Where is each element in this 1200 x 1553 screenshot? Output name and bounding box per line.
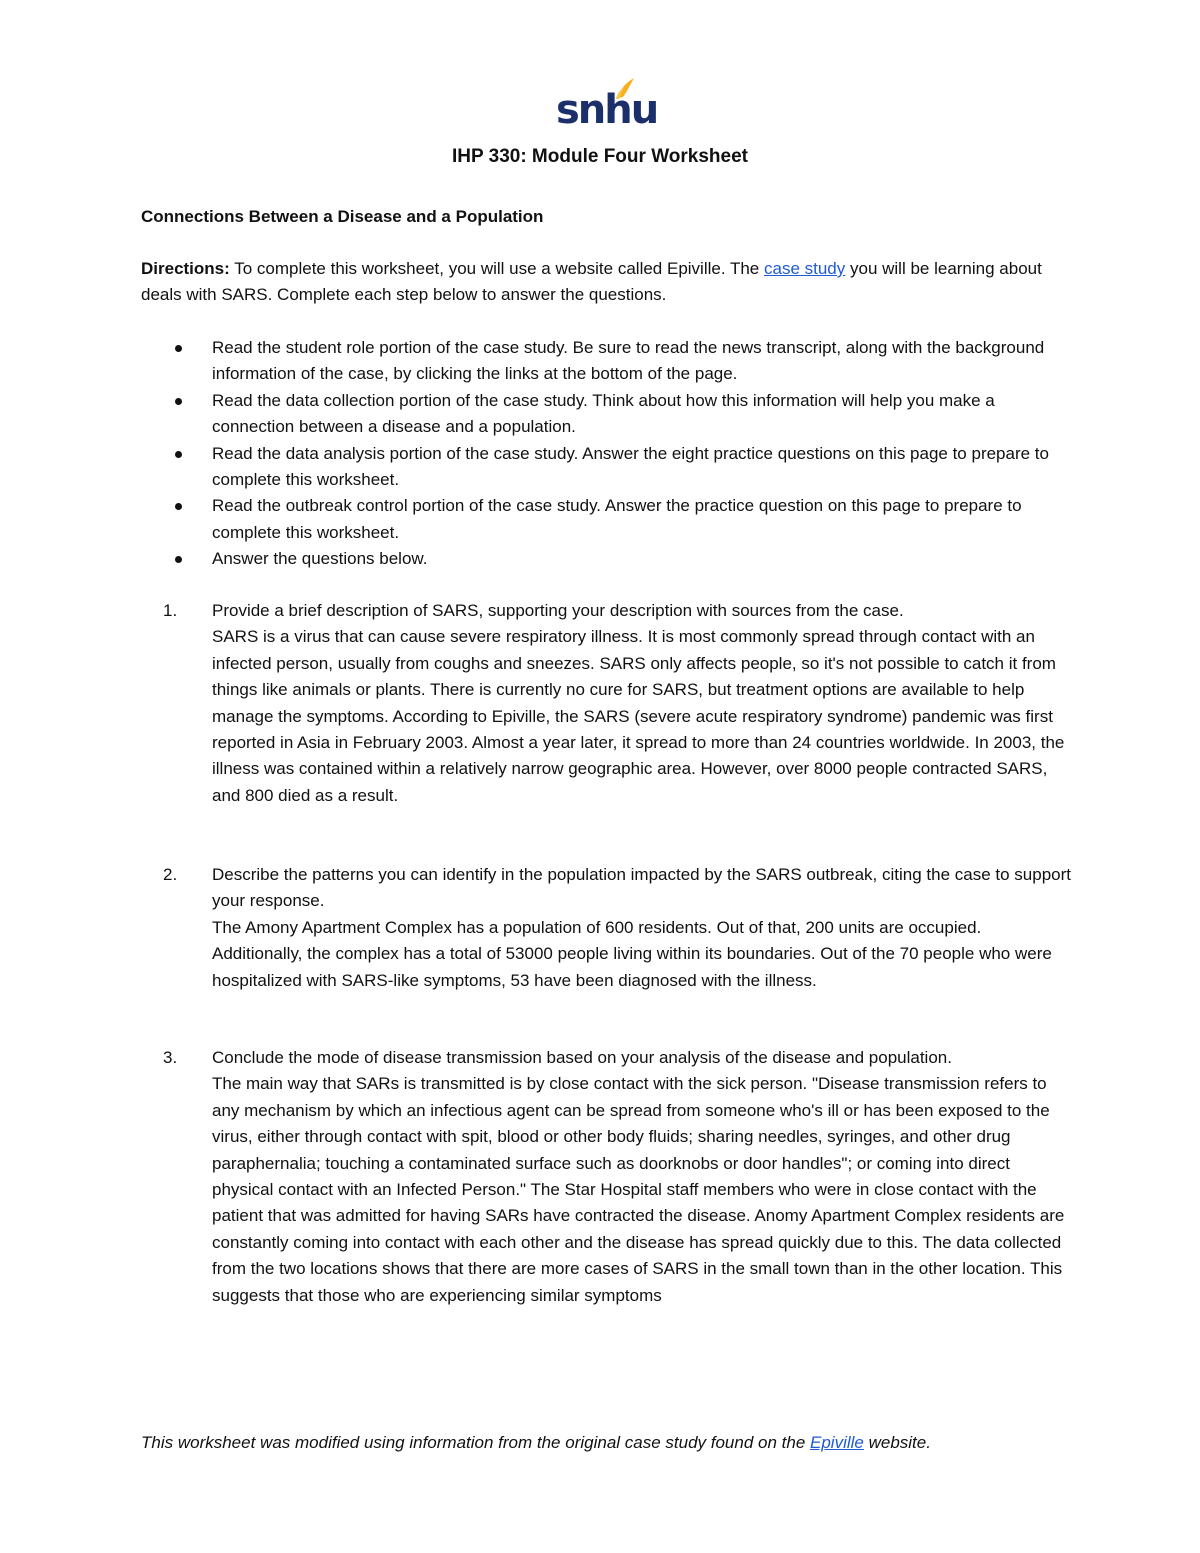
epiville-link[interactable]: Epiville: [810, 1433, 864, 1452]
question-answer: The Amony Apartment Complex has a population of 600 residents. Out of that, 200 units are occupied. Additionally, the complex has a total of 53000 people living within its boundaries. Out of the 70 people who were hospitalized with SARS-like symptoms, 53 have been diagnosed with the illness.: [212, 917, 1052, 990]
bullet-icon: [175, 503, 182, 510]
bullet-icon: [175, 451, 182, 458]
footer-note: [141, 1430, 1041, 1456]
footer-text-2: website.: [863, 1433, 931, 1452]
case-study-link[interactable]: case study: [764, 259, 846, 278]
question-prompt: Conclude the mode of disease transmission based on your analysis of the disease and population.: [212, 1048, 952, 1067]
bullet-icon: [175, 556, 182, 563]
instruction-list: [141, 335, 1071, 573]
list-item: Read the outbreak control portion of the case study. Answer the practice question on this page to prepare to complete this worksheet.: [141, 493, 1071, 546]
question-number: 3.: [163, 1048, 178, 1067]
question-1: [141, 598, 1071, 809]
page-title: IHP 330: Module Four Worksheet: [452, 146, 748, 167]
question-prompt: Describe the patterns you can identify in the population impacted by the SARS outbreak, citing the case to support your response.: [212, 865, 1072, 911]
list-item: Read the data analysis portion of the case study. Answer the eight practice questions on this page to prepare to complete this worksheet.: [141, 441, 1071, 494]
snhu-logo: [556, 76, 658, 133]
bullet-icon: [175, 345, 182, 352]
bullet-icon: [175, 398, 182, 405]
directions-text-2: you will be learning about deals with SARS. Complete each step below to answer the questions.: [141, 259, 1042, 305]
question-prompt: Provide a brief description of SARS, supporting your description with sources from the case.: [212, 601, 904, 620]
logo-wordmark: snhu: [556, 87, 658, 133]
directions-label: Directions:: [141, 259, 230, 278]
directions-text-1: To complete this worksheet, you will use a website called Epiville. The: [229, 259, 764, 278]
directions-paragraph: [141, 256, 1071, 309]
list-item: Read the data collection portion of the case study. Think about how this information will help you make a connection between a disease and a population.: [141, 388, 1071, 441]
question-number: 1.: [163, 601, 178, 620]
section-subtitle: Connections Between a Disease and a Population: [141, 207, 544, 226]
question-3: [141, 1045, 1071, 1309]
question-answer: SARS is a virus that can cause severe respiratory illness. It is most commonly spread through contact with an infected person, usually from coughs and sneezes. SARS only affects people, so it's not possible to catch it from things like animals or plants. There is currently no cure for SARS, but treatment options are available to help manage the symptoms. According to Epiville, the SARS (severe acute respiratory syndrome) pandemic was first reported in Asia in February 2003. Almost a year later, it spread to more than 24 countries worldwide. In 2003, the illness was contained within a relatively narrow geographic area. However, over 8000 people contracted SARS, and 800 died as a result.: [212, 627, 1065, 805]
footer-text-1: This worksheet was modified using information from the original case study found on the: [141, 1433, 811, 1452]
question-number: 2.: [163, 865, 178, 884]
list-item: Answer the questions below.: [141, 546, 1071, 572]
list-item: Read the student role portion of the case study. Be sure to read the news transcript, along with the background information of the case, by clicking the links at the bottom of the page.: [141, 335, 1071, 388]
question-answer: The main way that SARs is transmitted is by close contact with the sick person. "Disease transmission refers to any mechanism by which an infectious agent can be spread from someone who's ill or has been exposed to the virus, either through contact with spit, blood or other body fluids; sharing needles, syringes, and other drug paraphernalia; touching a contaminated surface such as doorknobs or door handles"; or coming into direct physical contact with an Infected Person." The Star Hospital staff members who were in close contact with the patient that was admitted for having SARs have contracted the disease. Anomy Apartment Complex residents are constantly coming into contact with each other and the disease has spread quickly due to this. The data collected from the two locations shows that there are more cases of SARS in the small town than in the other location. This suggests that those who are experiencing similar symptoms: [212, 1074, 1065, 1305]
question-2: [141, 862, 1071, 994]
